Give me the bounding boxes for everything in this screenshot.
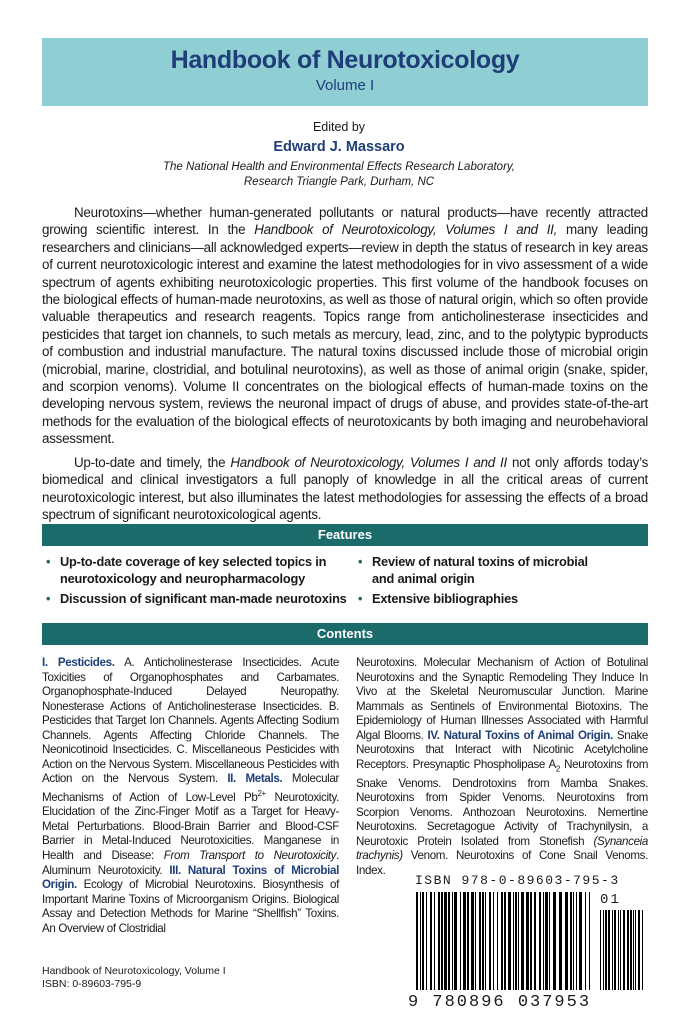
footer <box>42 965 226 991</box>
barcode-bar <box>635 910 636 990</box>
book-title: Handbook of Neurotoxicology <box>170 46 520 74</box>
title-band <box>42 38 648 106</box>
barcode-supplement: 01 <box>600 892 621 908</box>
barcode-bar <box>642 910 643 990</box>
feature-item <box>46 554 350 587</box>
barcode-bar <box>585 892 586 990</box>
barcode-bar <box>576 892 577 990</box>
barcode-bar <box>460 892 461 990</box>
barcode-bar <box>534 892 536 990</box>
barcode-bar <box>627 910 629 990</box>
subscript: 2 <box>555 764 560 774</box>
edited-by-label: Edited by <box>312 120 366 134</box>
section-text: A. Anticholinesterase Insecticides. Acute Toxicities of Organophosphates and Carbamates. Organophosphate-Induced Delayed Neuropathy. Nonesterase Actions of Anticholinesterase Insecticides. B. Pesticides that Target Ion Channels. Agents Affecting Sodium Channels. Agents Affecting Chloride Channels. The Neonicotinoid Insecticides. C. Miscellaneous Pesticides with Action on the Nervous System. Miscellaneous Pesticides with Action on the Nervous System. <box>42 656 339 786</box>
section-heading: II. Metals. <box>227 772 283 786</box>
contents-column-1 <box>42 656 339 936</box>
barcode-bar <box>448 892 450 990</box>
contents-column-2 <box>356 656 648 879</box>
barcode-bar <box>526 892 529 990</box>
barcode-bar <box>489 892 491 990</box>
section-text: . Aluminum Neurotoxicity. <box>42 848 339 877</box>
barcode-bar <box>579 892 582 990</box>
feature-text: Review of natural toxins of microbial and animal origin <box>372 554 588 586</box>
section-text: Neurotoxins. Molecular Mechanism of Action of Botulinal Neurotoxins and the Synaptic Remodeling They Induce In Vivo at the Skeletal Neuromuscular Junction. Marine Mammals as Sentinels of Environmental Biotoxins. The Epidemiology of Human Illnesses Associated with Harmful Algal Blooms. <box>356 656 648 742</box>
section-text: Venom. Neurotoxins of Cone Snail Venoms. Index. <box>356 849 648 877</box>
barcode-bar <box>454 892 457 990</box>
barcode-bar <box>485 892 486 990</box>
barcode <box>408 892 646 1002</box>
barcode-bar <box>638 910 640 990</box>
barcode-bar <box>467 892 469 990</box>
section-text: Neurotoxins from Snake Venoms. Dendrotoxins from Mamba Snakes. Neurotoxins from Spider Venoms. Neurotoxins from Scorpion Venoms. Anthozoan Neurotoxins. Nemertine Neurotoxins. Secretagogue Activity of Trachynilysin, a Neurotoxic Protein Isolated from Stonefish <box>356 757 649 848</box>
bullet-icon: • <box>46 591 51 606</box>
barcode-bar <box>422 892 424 990</box>
footer-title: Handbook of Neurotoxicology, Volume I <box>42 965 226 977</box>
barcode-bar <box>416 892 418 990</box>
feature-text: Up-to-date coverage of key selected topics in neurotoxicology and neuropharmacology <box>60 554 327 586</box>
section-heading: I. Pesticides. <box>42 656 115 669</box>
barcode-bar <box>553 892 556 990</box>
barcode-bar <box>438 892 440 990</box>
barcode-bar <box>493 892 494 990</box>
barcode-bar <box>521 892 524 990</box>
italic-text: (Synanceia trachynis) <box>356 834 648 863</box>
barcode-bar <box>504 892 506 990</box>
bullet-icon: • <box>358 591 363 606</box>
barcode-bar <box>515 892 517 990</box>
barcode-bar <box>559 892 562 990</box>
p1-book-title: Handbook of Neurotoxicology, Volumes I and II, <box>254 222 558 238</box>
bullet-icon: • <box>46 554 51 569</box>
barcode-bar <box>430 892 432 990</box>
barcode-bar <box>420 892 421 990</box>
barcode-bar <box>471 892 474 990</box>
barcode-bar <box>508 892 511 990</box>
barcode-bar <box>630 910 632 990</box>
section-text: Molecular Mechanisms of Action of Low-Level Pb <box>42 772 340 804</box>
barcode-bar <box>633 910 634 990</box>
barcode-digits: 9 780896 037953 <box>408 993 646 1012</box>
p2-text-start: Up-to-date and timely, the <box>74 454 231 470</box>
barcode-bar <box>452 892 453 990</box>
contents-heading-bar: Contents <box>42 623 648 645</box>
bullet-icon: • <box>358 554 363 569</box>
barcode-bar <box>612 910 613 990</box>
features-heading-bar: Features <box>42 524 648 546</box>
description-paragraph-2 <box>42 454 648 524</box>
barcode-bar <box>482 892 484 990</box>
feature-item <box>358 591 612 608</box>
barcode-bar <box>426 892 427 990</box>
barcode-bar <box>434 892 435 990</box>
barcode-bar <box>620 910 621 990</box>
barcode-bar <box>513 892 514 990</box>
barcode-bar <box>497 892 498 990</box>
barcode-bar <box>539 892 541 990</box>
barcode-bar <box>444 892 447 990</box>
barcode-bar <box>570 892 572 990</box>
barcode-bar <box>573 892 574 990</box>
feature-item <box>46 591 363 608</box>
footer-isbn: ISBN: 0-89603-795-9 <box>42 978 142 990</box>
barcode-bar <box>605 910 607 990</box>
section-text: Ecology of Microbial Neurotoxins. Biosynthesis of Important Marine Toxins of Microorganism Origins. Biological Assay and Detection Methods for Marine “Shellfish” Toxins. An Overview of Clostridial <box>42 878 339 935</box>
barcode-bar <box>603 910 604 990</box>
p1-text-end: many leading researchers and clinicians—all acknowledged experts—review in depth the status of research in key areas of current neurotoxicologic interest and examine the latest methodologies for in vivo assessment of a wide spectrum of agents exhibiting neurotoxicologic properties. This first volume of the handbook focuses on the biological effects of human-made neurotoxins, as well as those of natural origin, which so often provide valuable therapeutics and research reagents. Topics range from anticholinesterase insecticides and pesticides that target ion channels, to such metals as mercury, lead, zinc, and to the polytypic byproducts of combustion and industrial manufacture. The natural toxins discussed include those of microbial origin (microbial, marine, clostridial, and botulinal neurotoxins), as well as those of animal origin (snake, spider, and scorpion venoms). Volume II concentrates on the biological effects of human-made toxins on the developing nervous system, reviews the neuronal impact of drugs of abuse, and provides state-of-the-art methods for the evaluation of the biological effects of neurotoxicants by both imaging and neurobehavioral assessment. <box>42 222 648 447</box>
section-heading: III. Natural Toxins of Microbial Origin. <box>42 863 339 892</box>
section-heading: IV. Natural Toxins of Animal Origin. <box>427 728 613 742</box>
description-paragraph-1 <box>42 204 648 448</box>
barcode-bar <box>545 892 548 990</box>
section-text: Neurotoxicity. Elucidation of the Zinc-Finger Motif as a Target for Heavy-Metal Perturbations. Blood-Brain Barrier and Blood-CSF Barrier in Metal-Induced Neurotoxicities. Manganese in Health and Disease: <box>42 790 339 862</box>
barcode-bar <box>441 892 443 990</box>
barcode-bar <box>479 892 481 990</box>
section-text: Snake Neurotoxins that Interact with Nicotinic Acetylcholine Receptors. Presynaptic Phospholipase A <box>356 728 649 771</box>
barcode-bar <box>618 910 619 990</box>
barcode-bar <box>543 892 544 990</box>
affiliation-line-2: Research Triangle Park, Durham, NC <box>243 176 435 188</box>
barcode-bar <box>608 910 610 990</box>
editor-affiliation <box>0 160 678 190</box>
barcode-bar <box>475 892 476 990</box>
superscript: 2+ <box>257 788 266 798</box>
barcode-bar <box>518 892 519 990</box>
barcode-bar <box>530 892 532 990</box>
barcode-bar <box>501 892 503 990</box>
volume-label: Volume I <box>315 77 375 94</box>
book-description <box>42 204 648 523</box>
p1-text-start: Neurotoxins—whether human-generated pollutants or natural products—have recently attracted growing scientific interest. In the <box>42 205 648 238</box>
feature-text: Extensive bibliographies <box>372 591 518 606</box>
barcode-bar <box>614 910 616 990</box>
italic-text: From Transport to Neurotoxicity <box>163 848 337 862</box>
affiliation-line-1: The National Health and Environmental Effects Research Laboratory, <box>162 161 515 173</box>
barcode-bar <box>589 892 590 990</box>
isbn-text: ISBN 978-0-89603-795-3 <box>415 873 620 888</box>
barcode-bar <box>565 892 568 990</box>
barcode-bar <box>600 910 601 990</box>
barcode-bar <box>623 910 625 990</box>
barcode-bar <box>549 892 550 990</box>
p2-book-title: Handbook of Neurotoxicology, Volumes I and II <box>230 454 507 470</box>
p2-text-end: not only affords today’s biomedical and clinical investigators a full panoply of knowledge in all the critical areas of current neurotoxicologic interest, but also illuminates the latest methodologies for assessing the effects of a broad spectrum of significant neurotoxicological agents. <box>42 454 649 522</box>
feature-text: Discussion of significant man-made neurotoxins <box>60 591 347 606</box>
barcode-bar <box>463 892 466 990</box>
feature-item <box>358 554 612 587</box>
editor-name: Edward J. Massaro <box>273 139 405 155</box>
